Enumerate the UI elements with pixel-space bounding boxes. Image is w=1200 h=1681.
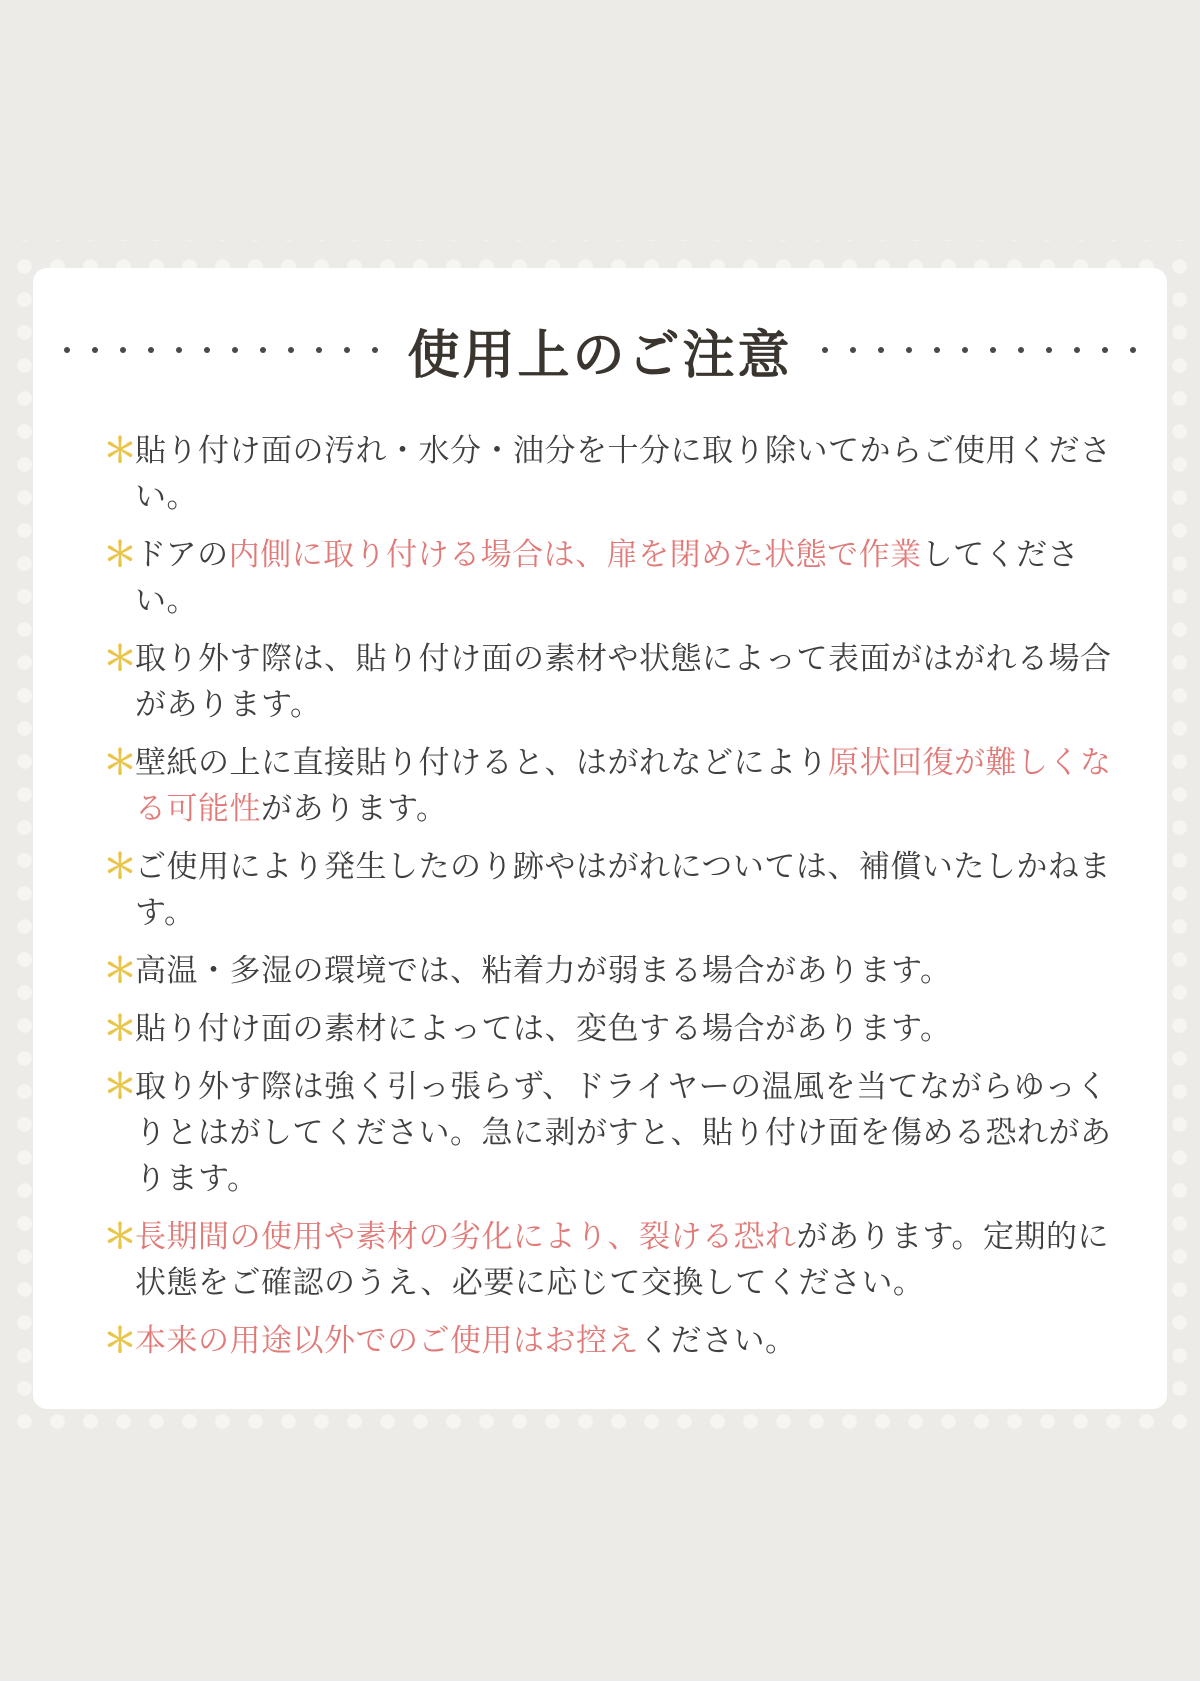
caution-item xyxy=(103,1064,1123,1202)
caution-text: 取り外す際は強く引っ張らず、ドライヤーの温風を当てながらゆっくりとはがしてください。急に剥がすと、貼り付け面を傷める恐れがあります。 xyxy=(135,1069,1112,1197)
caution-item xyxy=(103,636,1123,728)
caution-text: があります。 xyxy=(261,791,448,827)
asterisk-bullet-icon: ＊ xyxy=(103,743,138,783)
notice-card xyxy=(33,268,1167,1409)
caution-text: ドアの xyxy=(135,537,229,573)
caution-item xyxy=(103,532,1123,624)
asterisk-bullet-icon: ＊ xyxy=(103,639,138,679)
caution-text: 貼り付け面の汚れ・水分・油分を十分に取り除いてからご使用ください。 xyxy=(135,433,1112,515)
caution-item xyxy=(103,740,1123,832)
asterisk-bullet-icon: ＊ xyxy=(103,431,138,471)
asterisk-bullet-icon: ＊ xyxy=(103,1009,138,1049)
caution-text: 取り外す際は、貼り付け面の素材や状態によって表面がはがれる場合があります。 xyxy=(135,641,1112,723)
highlighted-text: 長期間の使用や素材の劣化により、裂ける恐れ xyxy=(135,1219,797,1255)
asterisk-bullet-icon: ＊ xyxy=(103,1321,138,1361)
left-dot-divider xyxy=(53,347,389,353)
caution-text: ください。 xyxy=(639,1323,797,1359)
caution-item xyxy=(103,844,1123,936)
caution-text: してください。 xyxy=(135,537,1080,619)
caution-item xyxy=(103,1214,1123,1306)
asterisk-bullet-icon: ＊ xyxy=(103,535,138,575)
caution-item xyxy=(103,1006,1123,1052)
caution-item xyxy=(103,948,1123,994)
title-row xyxy=(33,310,1167,390)
caution-list xyxy=(103,428,1123,1376)
caution-text: 貼り付け面の素材によっては、変色する場合があります。 xyxy=(135,1011,952,1047)
highlighted-text: 原状回復が難しくなる可能性 xyxy=(135,745,1112,827)
caution-text: 壁紙の上に直接貼り付けると、はがれなどにより xyxy=(135,745,828,781)
caution-item xyxy=(103,1318,1123,1364)
right-dot-divider xyxy=(811,347,1147,353)
caution-item xyxy=(103,428,1123,520)
asterisk-bullet-icon: ＊ xyxy=(103,1217,138,1257)
caution-text: ご使用により発生したのり跡やはがれについては、補償いたしかねます。 xyxy=(135,849,1111,931)
asterisk-bullet-icon: ＊ xyxy=(103,951,138,991)
caution-text: 高温・多湿の環境では、粘着力が弱まる場合があります。 xyxy=(135,953,952,989)
asterisk-bullet-icon: ＊ xyxy=(103,847,138,887)
highlighted-text: 内側に取り付ける場合は、扉を閉めた状態で作業 xyxy=(228,537,922,573)
page-title: 使用上のご注意 xyxy=(407,325,793,386)
highlighted-text: 本来の用途以外でのご使用はお控え xyxy=(135,1323,639,1359)
asterisk-bullet-icon: ＊ xyxy=(103,1067,138,1107)
caution-text: があります。定期的に状態をご確認のうえ、必要に応じて交換してください。 xyxy=(135,1219,1110,1301)
